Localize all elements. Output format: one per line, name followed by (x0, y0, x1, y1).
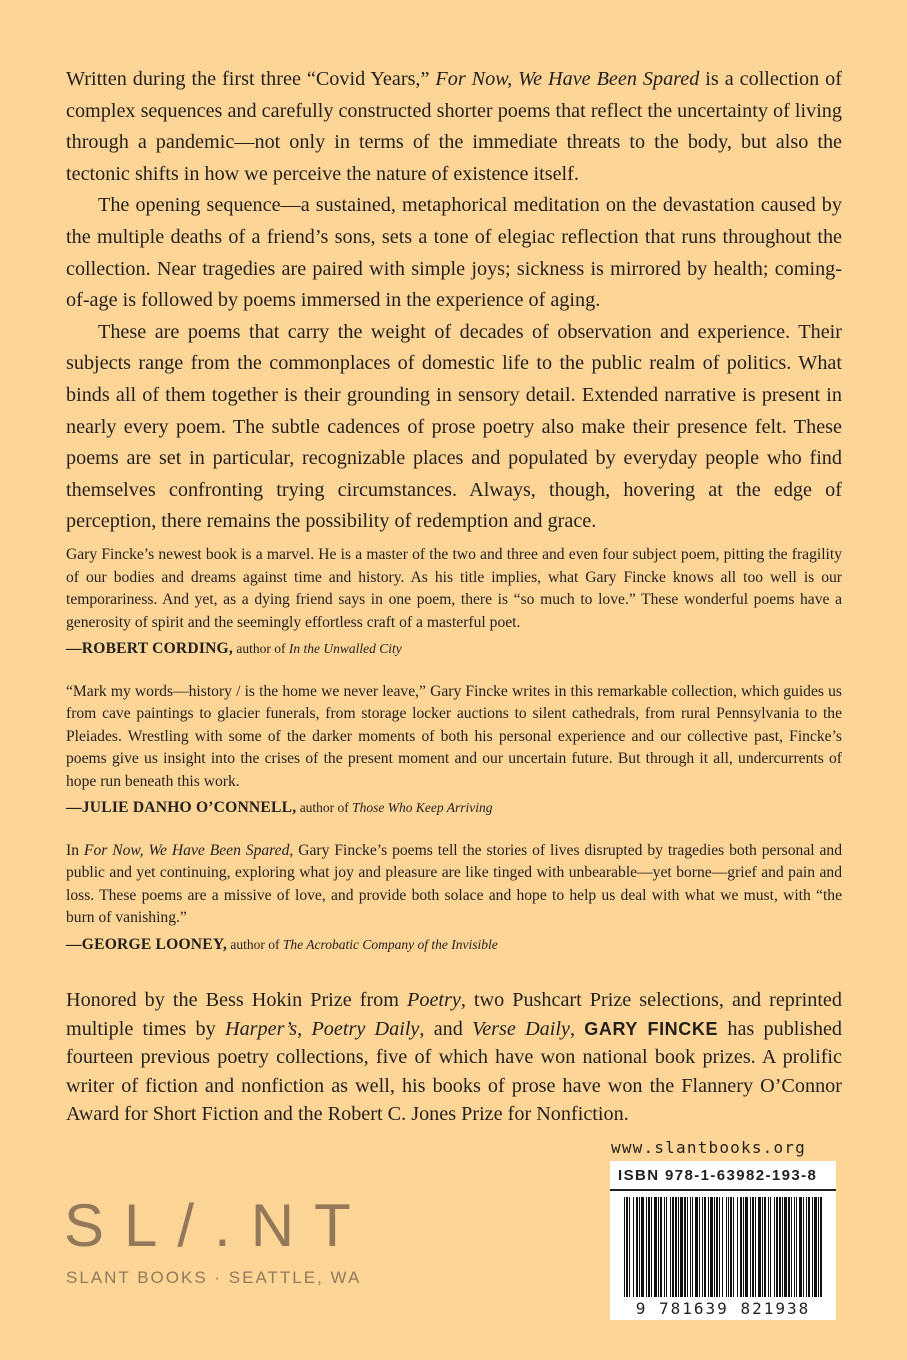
blurb-text: “Mark my words—history / is the home we never leave,” Gary Fincke writes in this remarkable collection, which guides us from cave paintings to glacier funerals, from storage locker auctions to silent cathedrals, from rural Pennsylvania to the Pleiades. Wrestling with some of the darker moments of both his personal experience and our collective past, Fincke’s poems give us insight into the crises of the present moment and our uncertain future. But through it all, undercurrents of hope run beneath this work. (66, 682, 842, 790)
barcode-bar (658, 1197, 659, 1297)
barcode-bar (680, 1197, 683, 1297)
barcode-bar (684, 1197, 686, 1297)
publisher-logo: SL/.NT (64, 1192, 371, 1259)
barcode-bar (666, 1197, 667, 1297)
barcode-bar (690, 1197, 691, 1297)
barcode-bar (814, 1197, 817, 1297)
barcode-bar (768, 1197, 769, 1297)
barcode-bar (664, 1197, 665, 1297)
barcode-bar (648, 1197, 650, 1297)
barcode-bar (820, 1197, 822, 1297)
barcode-bar (774, 1197, 775, 1297)
blurb-attribution: —ROBERT CORDING, author of In the Unwalled City (66, 640, 402, 657)
description-paragraph-1: Written during the first three “Covid Years,” For Now, We Have Been Spared is a collection of complex sequences and carefully constructed shorter poems that reflect the uncertainty of living through a pandemic—not only in terms of the immediate threats to the body, but also the tectonic shifts in how we perceive the nature of existence itself. (66, 68, 843, 185)
barcode-bar (803, 1197, 804, 1297)
barcode-bar (743, 1197, 744, 1297)
barcode-bar (740, 1197, 742, 1297)
blurb-attribution: —GEORGE LOONEY, author of The Acrobatic Company of the Invisible (66, 935, 498, 953)
barcode (610, 1161, 836, 1320)
blurb-oconnell (66, 681, 842, 820)
barcode-bar (791, 1197, 792, 1297)
blurb-cording (66, 544, 842, 661)
barcode-bar (719, 1197, 720, 1297)
barcode-bar (794, 1197, 795, 1297)
author-bio: Honored by the Bess Hokin Prize from Poetry, two Pushcart Prize selections, and reprinted multiple times by Harper’s, Poetry Daily, and Verse Daily, GARY FINCKE has published fourteen previous poetry collections, five of which have won national book prizes. A prolific writer of fiction and nonfiction as well, his books of prose have won the Flannery O’Connor Award for Short Fiction and the Robert C. Jones Prize for Nonfiction. (66, 989, 843, 1126)
barcode-bar (733, 1197, 734, 1297)
barcode-bar (646, 1197, 647, 1297)
book-description (66, 64, 842, 538)
barcode-bar (776, 1197, 778, 1297)
barcode-digits: 9 781639 821938 (635, 1299, 811, 1318)
blurbs (66, 544, 842, 956)
barcode-bar (670, 1197, 671, 1297)
barcode-bar (629, 1197, 630, 1297)
barcode-bar (636, 1197, 638, 1297)
barcode-bar (651, 1197, 652, 1297)
barcode-bar (639, 1197, 640, 1297)
barcode-bar (784, 1197, 787, 1297)
barcode-bar (799, 1197, 802, 1297)
barcode-bar (796, 1197, 797, 1297)
barcode-bar (737, 1197, 738, 1297)
barcode-bar (692, 1197, 693, 1297)
book-title: For Now, We Have Been Spared (435, 68, 700, 90)
barcode-bar (818, 1197, 819, 1297)
barcode-bar (714, 1197, 715, 1297)
blurb-text: In For Now, We Have Been Spared, Gary Fincke’s poems tell the stories of lives disrupted by tragedies both personal and public and yet continuing, exploring what joy and pleasure are like tinged with unbearable—yet borne—grief and pain and loss. These poems are a missive of love, and provide both solace and hope to help us deal with what we must, with “the burn of vanishing.” (66, 841, 843, 926)
barcode-bar (762, 1197, 763, 1297)
barcode-bar (708, 1197, 709, 1297)
isbn-label: ISBN 978-1-63982-193-8 (618, 1167, 818, 1184)
barcode-bars (624, 1197, 822, 1297)
barcode-bar (722, 1197, 723, 1297)
blurb-text: Gary Fincke’s newest book is a marvel. He is a master of the two and three and even four subject poem, pitting the fragility of our bodies and dreams against time and history. As his title implies, what Gary Fincke knows all too well is our temporariness. And yet, as a dying friend says in one poem, there is “so much to love.” These wonderful poems have a generosity of spirit and the seemingly effortless craft of a masterful poet. (66, 546, 842, 631)
barcode-bar (626, 1197, 628, 1297)
barcode-bar (699, 1197, 700, 1297)
barcode-bar (702, 1197, 703, 1297)
barcode-bar (716, 1197, 718, 1297)
barcode-bar (672, 1197, 674, 1297)
barcode-bar (678, 1197, 679, 1297)
barcode-bar (641, 1197, 644, 1297)
barcode-bar (782, 1197, 783, 1297)
blurb-attribution: —JULIE DANHO O’CONNELL, author of Those Who Keep Arriving (66, 799, 493, 816)
barcode-bar (750, 1197, 751, 1297)
barcode-bar (752, 1197, 754, 1297)
barcode-bar (710, 1197, 713, 1297)
barcode-bar (758, 1197, 761, 1297)
barcode-bar (730, 1197, 732, 1297)
barcode-bar (779, 1197, 781, 1297)
barcode-bar (728, 1197, 729, 1297)
description-paragraph-3: These are poems that carry the weight of decades of observation and experience. Their subjects range from the commonplaces of domestic life to the public realm of politics. What binds all of them together is their grounding in sensory detail. Extended narrative is present in nearly every poem. The subtle cadences of prose poetry also make their presence felt. These poems are set in particular, recognizable places and populated by everyday people who find themselves confronting trying circumstances. Always, though, hovering at the edge of perception, there remains the possibility of redemption and grace. (66, 320, 842, 533)
isbn-divider (610, 1189, 836, 1191)
publisher-url[interactable]: www.slantbooks.org (611, 1138, 806, 1157)
barcode-bar (788, 1197, 790, 1297)
description-paragraph-2: The opening sequence—a sustained, metaphorical meditation on the devastation caused by the multiple deaths of a friend’s sons, sets a tone of elegiac reflection that runs throughout the collection. Near tragedies are paired with simple joys; sickness is mirrored by health; coming-of-age is followed by poems immersed in the experience of aging. (66, 194, 842, 312)
author-name: GARY FINCKE (584, 1018, 719, 1039)
publisher-tagline: SLANT BOOKS · SEATTLE, WA (66, 1268, 362, 1287)
barcode-bar (808, 1197, 810, 1297)
barcode-bar (660, 1197, 662, 1297)
barcode-bar (755, 1197, 756, 1297)
barcode-bar (654, 1197, 657, 1297)
barcode-bar (624, 1197, 625, 1297)
barcode-bar (726, 1197, 727, 1297)
barcode-bar (704, 1197, 706, 1297)
barcode-bar (764, 1197, 766, 1297)
barcode-bar (695, 1197, 698, 1297)
blurb-looney (66, 840, 842, 957)
barcode-bar (745, 1197, 748, 1297)
barcode-bar (806, 1197, 807, 1297)
barcode-bar (675, 1197, 677, 1297)
barcode-bar (812, 1197, 813, 1297)
barcode-bar (687, 1197, 688, 1297)
barcode-bar (633, 1197, 634, 1297)
barcode-bar (770, 1197, 771, 1297)
